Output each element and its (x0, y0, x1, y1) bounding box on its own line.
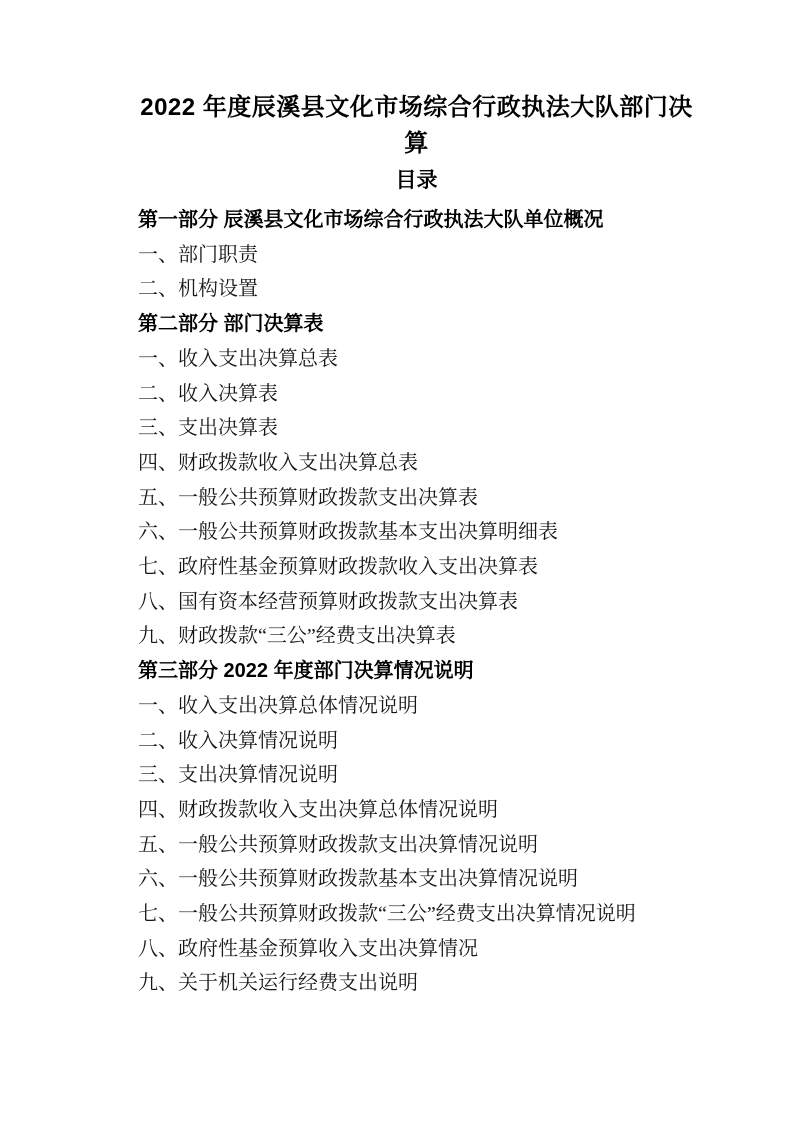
toc-item: 三、支出决算情况说明 (138, 764, 338, 787)
toc-section-3-heading: 第三部分 2022 年度部门决算情况说明 (138, 660, 474, 683)
toc-item: 九、财政拨款“三公”经费支出决算表 (138, 625, 456, 648)
table-of-contents (138, 203, 695, 1001)
toc-item: 八、政府性基金预算收入支出决算情况 (138, 937, 478, 960)
toc-item: 六、一般公共预算财政拨款基本支出决算明细表 (138, 521, 558, 544)
toc-item: 四、财政拨款收入支出决算总表 (138, 451, 418, 474)
toc-section-2-heading: 第二部分 部门决算表 (138, 313, 324, 336)
toc-item: 八、国有资本经营预算财政拨款支出决算表 (138, 590, 518, 613)
toc-item: 二、收入决算情况说明 (138, 729, 338, 752)
toc-heading: 目录 (395, 169, 438, 192)
toc-item: 五、一般公共预算财政拨款支出决算表 (138, 486, 478, 509)
toc-item: 五、一般公共预算财政拨款支出决算情况说明 (138, 833, 538, 856)
toc-item: 六、一般公共预算财政拨款基本支出决算情况说明 (138, 868, 578, 891)
toc-item: 九、关于机关运行经费支出说明 (138, 972, 418, 995)
toc-section-1-heading: 第一部分 辰溪县文化市场综合行政执法大队单位概况 (138, 209, 604, 231)
toc-item: 二、收入决算表 (138, 382, 278, 405)
toc-item: 三、支出决算表 (138, 417, 278, 440)
toc-item: 二、机构设置 (138, 278, 258, 301)
toc-item: 一、收入支出决算总表 (138, 347, 338, 370)
document-title: 2022 年度辰溪县文化市场综合行政执法大队部门决算 (140, 94, 693, 157)
toc-item: 一、部门职责 (138, 243, 258, 266)
toc-item: 七、政府性基金预算财政拨款收入支出决算表 (138, 556, 538, 579)
toc-item: 七、一般公共预算财政拨款“三公”经费支出决算情况说明 (138, 903, 636, 926)
toc-item: 一、收入支出决算总体情况说明 (138, 694, 418, 717)
toc-item: 四、财政拨款收入支出决算总体情况说明 (138, 798, 498, 821)
